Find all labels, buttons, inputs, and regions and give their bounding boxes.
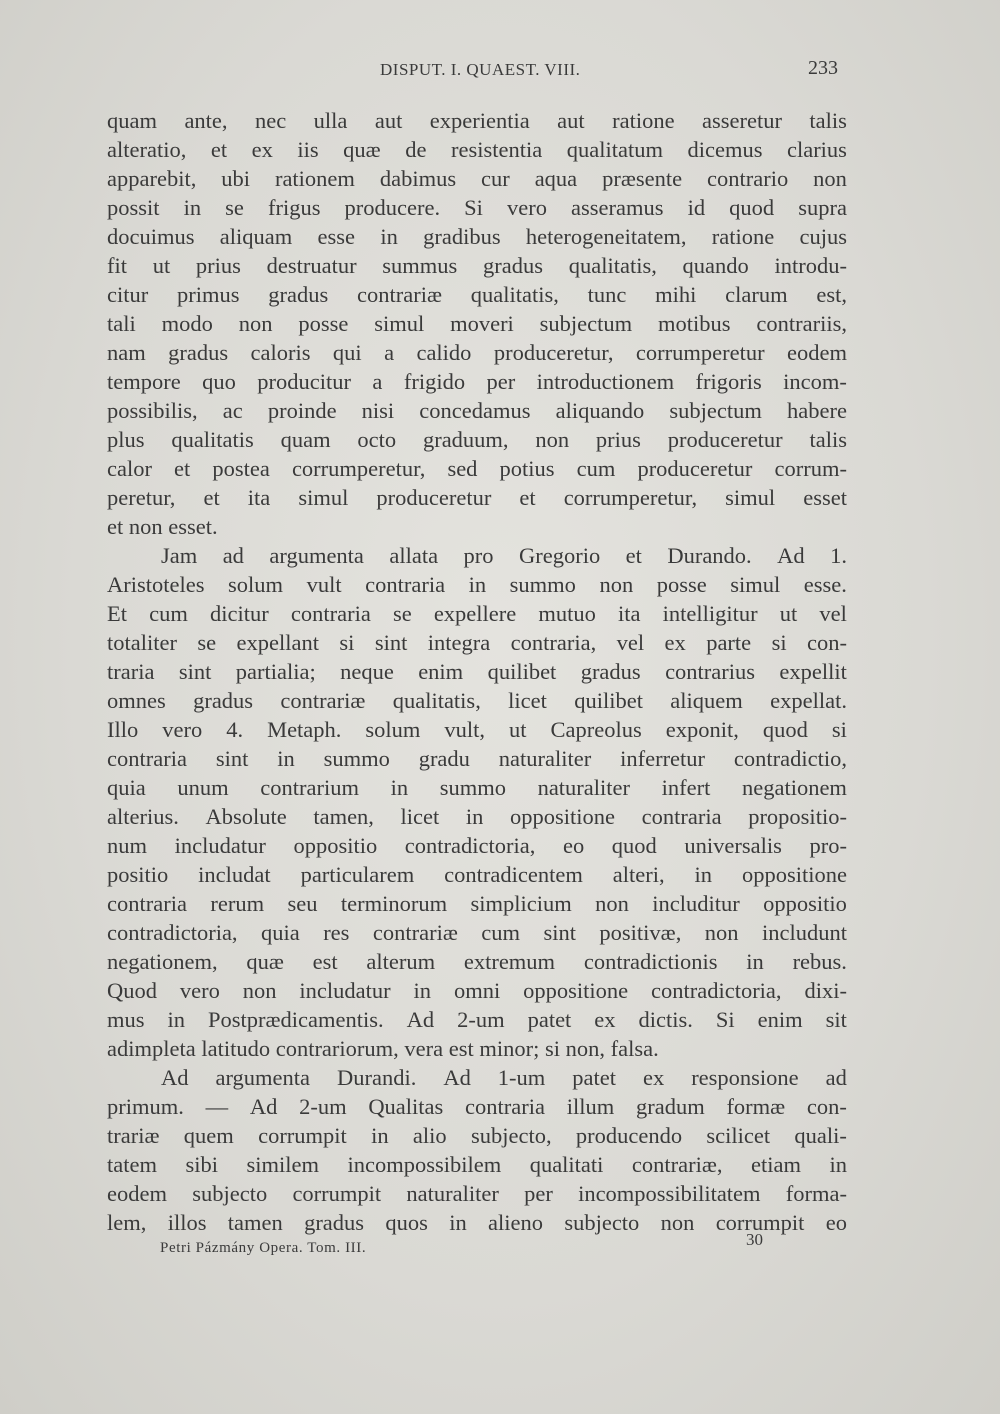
text-line: Illo vero 4. Metaph. solum vult, ut Capreolus exponit, quod si bbox=[107, 717, 847, 742]
signature-mark: 30 bbox=[746, 1230, 763, 1249]
text-line: et non esset. bbox=[107, 514, 218, 539]
footer-signature: Petri Pázmány Opera. Tom. III. bbox=[160, 1240, 367, 1256]
text-line: Jam ad argumenta allata pro Gregorio et Durando. Ad 1. bbox=[161, 543, 847, 568]
text-line: citur primus gradus contrariæ qualitatis, tunc mihi clarum est, bbox=[107, 282, 847, 307]
text-line: tali modo non posse simul moveri subjectum motibus contrariis, bbox=[107, 311, 847, 336]
text-line: Aristoteles solum vult contraria in summo non posse simul esse. bbox=[107, 572, 847, 597]
text-line: Et cum dicitur contraria se expellere mutuo ita intelligitur ut vel bbox=[107, 601, 847, 626]
text-line: alterius. Absolute tamen, licet in oppositione contraria propositio- bbox=[107, 804, 847, 829]
text-line: quam ante, nec ulla aut experientia aut ratione asseretur talis bbox=[107, 108, 847, 133]
text-line: plus qualitatis quam octo graduum, non prius produceretur talis bbox=[107, 427, 847, 452]
text-line: nam gradus caloris qui a calido produceretur, corrumperetur eodem bbox=[107, 340, 847, 365]
text-line: contraria rerum seu terminorum simplicium non includitur oppositio bbox=[107, 891, 847, 916]
text-line: apparebit, ubi rationem dabimus cur aqua præsente contrario non bbox=[107, 166, 847, 191]
page-number: 233 bbox=[808, 57, 838, 79]
text-line: omnes gradus contrariæ qualitatis, licet quilibet aliquem expellat. bbox=[107, 688, 847, 713]
text-line: adimpleta latitudo contrariorum, vera est minor; si non, falsa. bbox=[107, 1036, 659, 1061]
text-line: totaliter se expellant si sint integra contraria, vel ex parte si con- bbox=[107, 630, 847, 655]
text-line: positio includat particularem contradicentem alteri, in oppositione bbox=[107, 862, 847, 887]
text-line: quia unum contrarium in summo naturaliter infert negationem bbox=[107, 775, 847, 800]
text-line: mus in Postprædicamentis. Ad 2-um patet ex dictis. Si enim sit bbox=[107, 1007, 847, 1032]
text-line: Quod vero non includatur in omni oppositione contradictoria, dixi- bbox=[107, 978, 847, 1003]
text-line: lem, illos tamen gradus quos in alieno subjecto non corrumpit eo bbox=[107, 1210, 847, 1235]
text-line: negationem, quæ est alterum extremum contradictionis in rebus. bbox=[107, 949, 847, 974]
text-line: possibilis, ac proinde nisi concedamus aliquando subjectum habere bbox=[107, 398, 847, 423]
text-line: calor et postea corrumperetur, sed potius cum produceretur corrum- bbox=[107, 456, 847, 481]
running-title: DISPUT. I. QUAEST. VIII. bbox=[380, 60, 581, 79]
text-line: tatem sibi similem incompossibilem qualitati contrariæ, etiam in bbox=[107, 1152, 847, 1177]
text-line: eodem subjecto corrumpit naturaliter per incompossibilitatem forma- bbox=[107, 1181, 847, 1206]
text-line: possit in se frigus producere. Si vero asseramus id quod supra bbox=[107, 195, 847, 220]
text-line: tempore quo producitur a frigido per introductionem frigoris incom- bbox=[107, 369, 847, 394]
text-line: Ad argumenta Durandi. Ad 1-um patet ex responsione ad bbox=[161, 1065, 847, 1090]
text-line: docuimus aliquam esse in gradibus heterogeneitatem, ratione cujus bbox=[107, 224, 847, 249]
text-line: trariæ quem corrumpit in alio subjecto, producendo scilicet quali- bbox=[107, 1123, 847, 1148]
text-line: num includatur oppositio contradictoria, eo quod universalis pro- bbox=[107, 833, 847, 858]
text-line: alteratio, et ex iis quæ de resistentia qualitatum dicemus clarius bbox=[107, 137, 847, 162]
text-line: traria sint partialia; neque enim quilibet gradus contrarius expellit bbox=[107, 659, 847, 684]
text-line: primum. — Ad 2-um Qualitas contraria illum gradum formæ con- bbox=[107, 1094, 847, 1119]
body-text bbox=[107, 106, 847, 1237]
text-line: contraria sint in summo gradu naturaliter inferretur contradictio, bbox=[107, 746, 847, 771]
text-line: fit ut prius destruatur summus gradus qualitatis, quando introdu- bbox=[107, 253, 847, 278]
text-line: contradictoria, quia res contrariæ cum sint positivæ, non includunt bbox=[107, 920, 847, 945]
text-line: peretur, et ita simul produceretur et corrumperetur, simul esset bbox=[107, 485, 847, 510]
